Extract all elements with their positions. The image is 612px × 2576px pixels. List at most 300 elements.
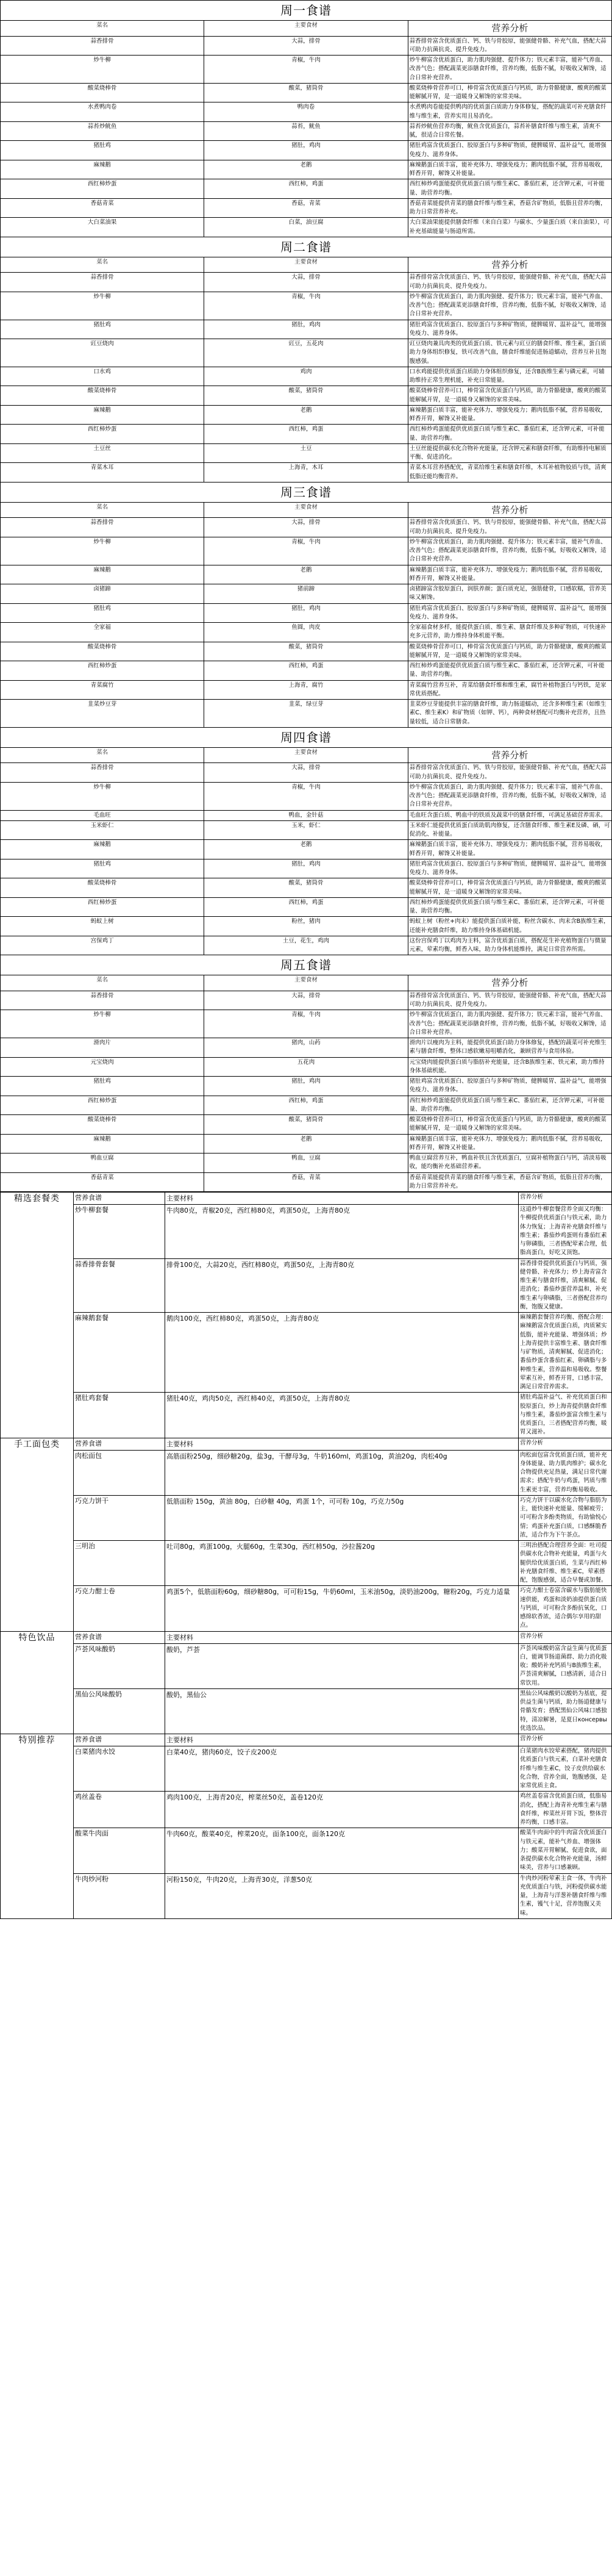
table-row xyxy=(1,1010,612,1038)
dish-name-cell: 蒜香排骨 xyxy=(1,518,204,537)
main-ingredients-cell: 老鹅 xyxy=(204,160,408,179)
dish-name-cell: 炒牛柳 xyxy=(1,56,204,84)
table-row xyxy=(1,1688,612,1734)
table-row xyxy=(1,141,612,160)
dish-name-cell: 酸菜烧棒骨 xyxy=(1,386,204,406)
main-ingredients-cell: 猪肚，鸡肉 xyxy=(204,859,408,878)
table-row xyxy=(1,661,612,681)
recipe-name-cell: 黑仙公风味酸奶 xyxy=(74,1688,165,1734)
dish-name-cell: 炒牛柳 xyxy=(1,292,204,320)
dish-name-cell: 麻辣鹅 xyxy=(1,840,204,859)
header-main-ingredients: 主要食材 xyxy=(204,975,408,991)
header-nutrition-analysis: 营养分析 xyxy=(408,21,611,37)
main-ingredients-cell: 鱼圆，肉皮 xyxy=(204,623,408,642)
main-ingredients-cell: 大蒜，排骨 xyxy=(204,991,408,1010)
dish-name-cell: 麻辣鹅 xyxy=(1,405,204,425)
header-nutrition-analysis: 营养分析 xyxy=(408,257,611,273)
nutrition-analysis-cell: 土豆丝能提供碳水化合物补充能量，还含钾元素和膳食纤维，有助维持电解质平衡、促进消化。 xyxy=(408,443,611,463)
table-row xyxy=(1,1153,612,1173)
main-ingredients-cell: 土豆，花生，鸡肉 xyxy=(204,936,408,955)
nutrition-analysis-cell: 毛血旺含蛋白质、鸭血中的铁质及蔬菜中的膳食纤维，可满足基础营养需求。 xyxy=(408,810,611,820)
main-ingredients-cell: 酸菜，猪筒骨 xyxy=(204,642,408,661)
dish-name-cell: 西红柿炒蛋 xyxy=(1,661,204,681)
nutrition-analysis-cell: 蒜苔炒鱿鱼营养均衡，鱿鱼含优质蛋白，蒜苔补膳食纤维与维生素，清爽不腻，很适合日常佐餐。 xyxy=(408,121,611,141)
dish-name-cell: 西红柿炒蛋 xyxy=(1,425,204,444)
materials-cell: 猪肚40克，鸡肉50克，西红柿40克，鸡蛋50克，上海青80克 xyxy=(165,1393,519,1438)
table-row xyxy=(1,1115,612,1135)
materials-cell: 河粉150克，牛肉20克，上海青30克，洋葱50克 xyxy=(165,1873,519,1918)
nutrition-analysis-cell: 麻辣鹅蛋白质丰富，能补充体力、增强免疫力；鹅肉低脂不腻，营养易吸收，鲜香开胃，解馋又补能量。 xyxy=(408,405,611,425)
nutrition-analysis-cell: 肉松面包富含优质蛋白质，能补充身体能量、助力肌肉维护；碳水化合物提供充足热量，满足日常代谢需求；搭配牛奶与鸡蛋，钙质与维生素更丰富，营养均衡易吸收。 xyxy=(519,1450,612,1495)
dish-name-cell: 炒牛柳 xyxy=(1,537,204,565)
recipe-name-cell: 巧克力酣士卷 xyxy=(74,1586,165,1631)
dish-name-cell: 香菇青菜 xyxy=(1,198,204,218)
materials-cell: 吐司80g，鸡蛋100g，火腿60g，生菜30g，西红柿50g，沙拉酱20g xyxy=(165,1541,519,1586)
table-row xyxy=(1,1450,612,1495)
section-label-bread: 手工面包类 xyxy=(1,1438,74,1631)
table-row xyxy=(1,405,612,425)
table-row xyxy=(1,1393,612,1438)
dish-name-cell: 猪肚鸡 xyxy=(1,603,204,623)
table-row xyxy=(1,1746,612,1792)
day-title: 周三食谱 xyxy=(1,482,612,502)
nutrition-analysis-cell: 芦荟风味酸奶富含益生菌与优质蛋白，能调节肠道菌群、助力消化吸收；酸奶补充钙质与B族维生素，芦荟清爽解腻，口感清新，适合日常饮用。 xyxy=(519,1643,612,1688)
main-ingredients-cell: 韭菜，绿豆芽 xyxy=(204,700,408,728)
table-row xyxy=(1,897,612,917)
table-row xyxy=(1,840,612,859)
column-header-row xyxy=(1,21,612,37)
main-ingredients-cell: 豇豆，五花肉 xyxy=(204,339,408,367)
section-header-row xyxy=(1,1193,612,1205)
main-ingredients-cell: 西红柿，鸡蛋 xyxy=(204,425,408,444)
header-main-materials: 主要材料 xyxy=(165,1193,519,1205)
section-label-drink: 特色饮品 xyxy=(1,1631,74,1734)
table-row xyxy=(1,425,612,444)
main-ingredients-cell: 酸菜，猪筒骨 xyxy=(204,878,408,898)
materials-cell: 牛肉80克，青椒20克，西红柿80克，鸡蛋50克，上海青80克 xyxy=(165,1205,519,1259)
main-ingredients-cell: 玉米，虾仁 xyxy=(204,820,408,840)
recipe-name-cell: 芦荟风味酸奶 xyxy=(74,1643,165,1688)
materials-cell: 鸡蛋5个，低筋面粉60g，细砂糖80g，可可粉15g，牛奶60ml，玉米油50g，淡奶油200g，糖粉20g，巧克力适量 xyxy=(165,1586,519,1631)
nutrition-analysis-cell: 香菇青菜能提供青菜的膳食纤维与维生素，香菇含矿物质，低脂且营养均衡，助力日常营养补充。 xyxy=(408,198,611,218)
day-title-row xyxy=(1,237,612,257)
nutrition-analysis-cell: 蒜香排骨提供优质蛋白与钙质，强健骨骼、补充体力；炒上海青富含维生素与膳食纤维，清爽解腻、促进消化；番茄炒蛋营养温和，补充维生素与卵磷脂，三者搭配营养均衡，饱腹又健康。 xyxy=(519,1258,612,1313)
table-row xyxy=(1,339,612,367)
nutrition-analysis-cell: 炒牛柳富含优质蛋白，助力肌肉强健、提升体力；铁元素丰富，能补气养血、改善气色；搭配蔬菜更添膳食纤维，营养均衡，低脂不腻，好吸收又解馋，适合日常补充营养。 xyxy=(408,56,611,84)
nutrition-analysis-cell: 韭菜炒豆芽能提供丰富的膳食纤维，助力肠道蠕动，还含多种维生素（如维生素C、维生素K）和矿物质（如钾、钙），两种食材搭配可均衡补充营养，且热量较低，适合日常膳食。 xyxy=(408,700,611,728)
main-ingredients-cell: 鸭血，金针菇 xyxy=(204,810,408,820)
dish-name-cell: 猪肚鸡 xyxy=(1,859,204,878)
nutrition-analysis-cell: 巧克力酣士卷富含碳水与脂肪能快速供能，鸡蛋和淡奶油提供蛋白质与钙质，可可粉含多酚抗氧化，口感绵软香浓，适合偶尔享用的甜点。 xyxy=(519,1586,612,1631)
nutrition-analysis-cell: 麻辣鹅蛋白质丰富，能补充体力、增强免疫力；鹅肉低脂不腻，营养易吸收，鲜香开胃，解馋又补能量。 xyxy=(408,160,611,179)
table-row xyxy=(1,320,612,339)
header-main-materials: 主要材料 xyxy=(165,1734,519,1746)
table-row xyxy=(1,1643,612,1688)
dish-name-cell: 鸭血豆腐 xyxy=(1,1153,204,1173)
column-header-row xyxy=(1,975,612,991)
table-row xyxy=(1,1057,612,1077)
dish-name-cell: 西红柿炒蛋 xyxy=(1,897,204,917)
dish-name-cell: 大白菜油果 xyxy=(1,218,204,237)
header-nutrition-recipe: 营养食谱 xyxy=(74,1734,165,1746)
table-row xyxy=(1,179,612,199)
table-row xyxy=(1,1172,612,1192)
nutrition-analysis-cell: 麻辣鹅套餐营养均衡、搭配合理：麻辣鹅富含优质蛋白质，肉质紧实低脂，能补充能量、增强体质；炒上海青提供丰富维生素、膳食纤维与矿物质，清爽解腻、促进消化；番茄炒蛋含番茄红素、卵磷脂与多种维生素，营养温和易吸收。整餐荤素互补，鲜香开胃，口感丰富，满足日常营养需求。 xyxy=(519,1313,612,1393)
table-row xyxy=(1,1096,612,1115)
table-row xyxy=(1,1541,612,1586)
nutrition-analysis-cell: 西红柿炒鸡蛋能提供优质蛋白质与维生素C、番茄红素，还含钾元素，可补能量、助营养均衡。 xyxy=(408,425,611,444)
recipe-name-cell: 巧克力饼干 xyxy=(74,1495,165,1540)
nutrition-analysis-cell: 巧克力饼干以碳水化合物与脂肪为主，能快速补充能量、缓解疲劳；可可粉含多酚类物质，有助愉悦心情；鸡蛋补充蛋白质，口感酥脆香浓，适合作为下午茶点。 xyxy=(519,1495,612,1540)
header-main-ingredients: 主要食材 xyxy=(204,257,408,273)
header-dish-name: 菜名 xyxy=(1,747,204,763)
main-ingredients-cell: 老鹅 xyxy=(204,840,408,859)
nutrition-analysis-cell: 元宝烧肉能提供蛋白质与脂肪补充能量，还含B族维生素、铁元素，助力维持身体基础机能。 xyxy=(408,1057,611,1077)
main-ingredients-cell: 青椒，牛肉 xyxy=(204,782,408,810)
nutrition-analysis-cell: 麻辣鹅蛋白质丰富，能补充体力、增强免疫力；鹅肉低脂不腻，营养易吸收，鲜香开胃，解馋又补能量。 xyxy=(408,840,611,859)
table-row xyxy=(1,1077,612,1096)
nutrition-analysis-cell: 猪肚鸡富含优质蛋白、胶原蛋白与多种矿物质，健脾暖胃、温补益气，能增强免疫力、滋养身体。 xyxy=(408,320,611,339)
nutrition-analysis-cell: 这份宫保鸡丁以鸡肉为主料，富含优质蛋白质，搭配花生补充植物蛋白与微量元素，荤素均衡，鲜香入味，助力身体机能维持，满足日常营养所需。 xyxy=(408,936,611,955)
dish-name-cell: 香菇青菜 xyxy=(1,1172,204,1192)
dish-name-cell: 滑肉片 xyxy=(1,1038,204,1058)
nutrition-analysis-cell: 水煮鸭肉卷能提供鸭肉的优质蛋白质助力身体修复，搭配的蔬菜可补充膳食纤维与维生素，营养实用且易消化。 xyxy=(408,102,611,122)
nutrition-analysis-cell: 猪肚鸡富含优质蛋白、胶原蛋白与多种矿物质，健脾暖胃、温补益气，能增强免疫力、滋养身体。 xyxy=(408,1077,611,1096)
nutrition-analysis-cell: 蒜香排骨富含优质蛋白、钙、铁与骨胶原，能强健骨骼、补充气血，搭配大蒜可助力抗菌抗炎、提升免疫力。 xyxy=(408,518,611,537)
nutrition-analysis-cell: 炒牛柳富含优质蛋白，助力肌肉强健、提升体力；铁元素丰富，能补气养血、改善气色；搭配蔬菜更添膳食纤维，营养均衡，低脂不腻，好吸收又解馋，适合日常补充营养。 xyxy=(408,292,611,320)
dish-name-cell: 全家福 xyxy=(1,623,204,642)
table-row xyxy=(1,463,612,483)
materials-cell: 白菜40克，猪肉60克，饺子皮200克 xyxy=(165,1746,519,1792)
materials-cell: 酸奶，芦荟 xyxy=(165,1643,519,1688)
materials-cell: 低筋面粉 150g，黄油 80g，白砂糖 40g，鸡蛋 1个，可可粉 10g，巧克力50g xyxy=(165,1495,519,1540)
table-row xyxy=(1,565,612,584)
nutrition-analysis-cell: 麻辣鹅蛋白质丰富，能补充体力、增强免疫力；鹅肉低脂不腻，营养易吸收，鲜香开胃，解馋又补能量。 xyxy=(408,1134,611,1153)
table-row xyxy=(1,763,612,783)
main-ingredients-cell: 酸菜，猪筒骨 xyxy=(204,1115,408,1135)
day-title: 周五食谱 xyxy=(1,955,612,975)
day-title-row xyxy=(1,955,612,975)
dish-name-cell: 玉米虾仁 xyxy=(1,820,204,840)
nutrition-analysis-cell: 鸡丝盖卷富含优质蛋白质，低脂易消化，搭配上海青补充维生素与膳食纤维，榨菜丝开胃下饭，整体营养均衡，口感丰富。 xyxy=(519,1792,612,1828)
column-header-row xyxy=(1,502,612,518)
dish-name-cell: 韭菜炒豆芽 xyxy=(1,700,204,728)
header-nutrition-analysis: 营养分析 xyxy=(408,747,611,763)
dish-name-cell: 水煮鸭肉卷 xyxy=(1,102,204,122)
main-ingredients-cell: 五花肉 xyxy=(204,1057,408,1077)
dish-name-cell: 猪肚鸡 xyxy=(1,141,204,160)
table-row xyxy=(1,680,612,700)
dish-name-cell: 豇豆烧肉 xyxy=(1,339,204,367)
table-row xyxy=(1,1205,612,1259)
section-label-combo: 精选套餐类 xyxy=(1,1193,74,1438)
header-nutrition-analysis: 营养分析 xyxy=(519,1193,612,1205)
header-main-ingredients: 主要食材 xyxy=(204,21,408,37)
nutrition-analysis-cell: 青菜腐竹营养互补，青菜给膳食纤维和维生素，腐竹补植物蛋白与钙铁，是家常优质搭配。 xyxy=(408,680,611,700)
table-row xyxy=(1,36,612,56)
materials-cell: 鸡肉100克，上海青20克，榨菜丝50克，盖卷120克 xyxy=(165,1792,519,1828)
dish-name-cell: 蒜苔炒鱿鱼 xyxy=(1,121,204,141)
table-row xyxy=(1,443,612,463)
header-main-materials: 主要材料 xyxy=(165,1438,519,1450)
main-ingredients-cell: 鸡肉 xyxy=(204,367,408,386)
materials-cell: 高筋面粉250g，细砂糖20g，盐3g，干酵母3g，牛奶160ml，鸡蛋10g，黄油20g，肉松40g xyxy=(165,1450,519,1495)
main-ingredients-cell: 猪肚，鸡肉 xyxy=(204,1077,408,1096)
day-title-row xyxy=(1,482,612,502)
nutrition-analysis-cell: 卤猪蹄富含胶原蛋白，润肤养颜；蛋白质充足，强筋健骨，口感软糯，营养美味又解馋。 xyxy=(408,584,611,604)
main-ingredients-cell: 大蒜，排骨 xyxy=(204,36,408,56)
recipe-name-cell: 炒牛柳套餐 xyxy=(74,1205,165,1259)
section-header-row xyxy=(1,1631,612,1643)
nutrition-analysis-cell: 猪肚鸡温补益气、补充优质蛋白和胶原蛋白，炒上海青提供膳食纤维与维生素，番茄炒蛋富含维生素与优质蛋白，三者搭配营养均衡，暖胃又滋补。 xyxy=(519,1393,612,1438)
nutrition-analysis-cell: 酸菜烧棒骨营养可口，棒骨富含优质蛋白与钙质，助力骨骼健康，酸爽的酸菜能解腻开胃，是一道暖身又解馋的家常美味。 xyxy=(408,1115,611,1135)
table-row xyxy=(1,218,612,237)
table-row xyxy=(1,700,612,728)
table-row xyxy=(1,1134,612,1153)
table-row xyxy=(1,102,612,122)
table-row xyxy=(1,1792,612,1828)
table-row xyxy=(1,623,612,642)
dish-name-cell: 麻辣鹅 xyxy=(1,1134,204,1153)
recipe-name-cell: 三明治 xyxy=(74,1541,165,1586)
table-row xyxy=(1,878,612,898)
recipe-name-cell: 猪肚鸡套餐 xyxy=(74,1393,165,1438)
day-menu-table xyxy=(0,0,612,1192)
dish-name-cell: 酸菜烧棒骨 xyxy=(1,1115,204,1135)
dish-name-cell: 炒牛柳 xyxy=(1,782,204,810)
main-ingredients-cell: 猪肚，鸡肉 xyxy=(204,320,408,339)
main-ingredients-cell: 西红柿，鸡蛋 xyxy=(204,897,408,917)
main-ingredients-cell: 上海青，木耳 xyxy=(204,463,408,483)
recipe-name-cell: 酸菜牛肉面 xyxy=(74,1828,165,1873)
main-ingredients-cell: 老鹅 xyxy=(204,405,408,425)
table-row xyxy=(1,121,612,141)
table-row xyxy=(1,537,612,565)
nutrition-analysis-cell: 西红柿炒鸡蛋能提供优质蛋白质与维生素C、番茄红素，还含钾元素，可补能量、助营养均衡。 xyxy=(408,661,611,681)
table-row xyxy=(1,83,612,102)
dish-name-cell: 毛血旺 xyxy=(1,810,204,820)
day-title-row xyxy=(1,727,612,747)
dish-name-cell: 酸菜烧棒骨 xyxy=(1,878,204,898)
dish-name-cell: 蚂蚁上树 xyxy=(1,917,204,936)
nutrition-analysis-cell: 酸菜烧棒骨营养可口，棒骨富含优质蛋白与钙质，助力骨骼健康，酸爽的酸菜能解腻开胃，是一道暖身又解馋的家常美味。 xyxy=(408,642,611,661)
nutrition-analysis-cell: 炒牛柳富含优质蛋白，助力肌肉强健、提升体力；铁元素丰富，能补气养血、改善气色；搭配蔬菜更添膳食纤维，营养均衡，低脂不腻，好吸收又解馋，适合日常补充营养。 xyxy=(408,782,611,810)
nutrition-analysis-cell: 西红柿炒鸡蛋能提供优质蛋白质与维生素C、番茄红素，还含钾元素，可补能量、助营养均衡。 xyxy=(408,897,611,917)
main-ingredients-cell: 老鹅 xyxy=(204,1134,408,1153)
dish-name-cell: 麻辣鹅 xyxy=(1,160,204,179)
header-dish-name: 菜名 xyxy=(1,257,204,273)
nutrition-analysis-cell: 炒牛柳富含优质蛋白，助力肌肉强健、提升体力；铁元素丰富，能补气养血、改善气色；搭配蔬菜更添膳食纤维，营养均衡，低脂不腻，好吸收又解馋，适合日常补充营养。 xyxy=(408,1010,611,1038)
nutrition-analysis-cell: 豇豆烧肉兼具肉类的优质蛋白质、铁元素与豇豆的膳食纤维、维生素，蛋白质助力身体组织修复，铁可改善气血，膳食纤维能促进肠道蠕动，营养互补且饱腹感强。 xyxy=(408,339,611,367)
nutrition-analysis-cell: 猪肚鸡富含优质蛋白、胶原蛋白与多种矿物质，健脾暖胃、温补益气，能增强免疫力、滋养身体。 xyxy=(408,141,611,160)
dish-name-cell: 蒜香排骨 xyxy=(1,273,204,292)
column-header-row xyxy=(1,747,612,763)
table-row xyxy=(1,198,612,218)
nutrition-analysis-cell: 西红柿炒鸡蛋能提供优质蛋白质与维生素C、番茄红素，还含钾元素，可补能量、助营养均衡。 xyxy=(408,1096,611,1115)
header-main-materials: 主要材料 xyxy=(165,1631,519,1643)
nutrition-analysis-cell: 大白菜油果能提供膳食纤维（来自白菜）与碳水、少量蛋白质（来自油果），可补充基础能量与肠道所需。 xyxy=(408,218,611,237)
recipe-name-cell: 鸡丝盖卷 xyxy=(74,1792,165,1828)
table-row xyxy=(1,820,612,840)
main-ingredients-cell: 猪肚，鸡肉 xyxy=(204,141,408,160)
materials-cell: 排骨100克，大蒜20克，西红柿80克，鸡蛋50克，上海青80克 xyxy=(165,1258,519,1313)
nutrition-analysis-cell: 这道炒牛柳套餐营养全面又均衡：牛柳提供优质蛋白与铁元素，助力体力恢复；上海青补充膳食纤维与维生素；番茄炒鸡蛋则有番茄红素与卵磷脂，三者搭配荤素合理，低脂高蛋白，好吃又顶饱。 xyxy=(519,1205,612,1259)
section-header-row xyxy=(1,1438,612,1450)
table-row xyxy=(1,273,612,292)
nutrition-analysis-cell: 蒜香排骨富含优质蛋白、钙、铁与骨胶原，能强健骨骼、补充气血，搭配大蒜可助力抗菌抗炎、提升免疫力。 xyxy=(408,273,611,292)
table-row xyxy=(1,810,612,820)
header-main-ingredients: 主要食材 xyxy=(204,747,408,763)
day-title: 周一食谱 xyxy=(1,1,612,21)
main-ingredients-cell: 蒜苔，鱿鱼 xyxy=(204,121,408,141)
dish-name-cell: 元宝烧肉 xyxy=(1,1057,204,1077)
materials-cell: 鹅肉100克，西红柿80克，鸡蛋50克，上海青80克 xyxy=(165,1313,519,1393)
table-row xyxy=(1,292,612,320)
nutrition-analysis-cell: 蒜香排骨富含优质蛋白、钙、铁与骨胶原，能强健骨骼、补充气血，搭配大蒜可助力抗菌抗炎、提升免疫力。 xyxy=(408,763,611,783)
header-nutrition-recipe: 营养食谱 xyxy=(74,1631,165,1643)
nutrition-analysis-cell: 猪肚鸡富含优质蛋白、胶原蛋白与多种矿物质，健脾暖胃、温补益气，能增强免疫力、滋养身体。 xyxy=(408,603,611,623)
dish-name-cell: 蒜香排骨 xyxy=(1,763,204,783)
dish-name-cell: 猪肚鸡 xyxy=(1,1077,204,1096)
dish-name-cell: 西红柿炒蛋 xyxy=(1,179,204,199)
dish-name-cell: 青菜木耳 xyxy=(1,463,204,483)
main-ingredients-cell: 酸菜，猪筒骨 xyxy=(204,83,408,102)
main-ingredients-cell: 大蒜，排骨 xyxy=(204,518,408,537)
table-row xyxy=(1,1873,612,1918)
main-ingredients-cell: 猪肚，鸡肉 xyxy=(204,603,408,623)
nutrition-analysis-cell: 酸菜牛肉面中的牛肉富含优质蛋白与铁元素，能补气养血、增强体力；酸菜开胃解腻、促进食欲，面条提供碳水化合物补充能量，汤鲜味美，营养与口感兼顾。 xyxy=(519,1828,612,1873)
main-ingredients-cell: 青椒，牛肉 xyxy=(204,537,408,565)
materials-cell: 牛肉60克，酸菜40克，榨菜20克，面条100克，面条120克 xyxy=(165,1828,519,1873)
section-label-special: 特别推荐 xyxy=(1,1734,74,1919)
table-row xyxy=(1,782,612,810)
nutrition-analysis-cell: 炒牛柳富含优质蛋白，助力肌肉强健、提升体力；铁元素丰富，能补气养血、改善气色；搭配蔬菜更添膳食纤维，营养均衡，低脂不腻，好吸收又解馋，适合日常补充营养。 xyxy=(408,537,611,565)
dish-name-cell: 土豆丝 xyxy=(1,443,204,463)
header-main-ingredients: 主要食材 xyxy=(204,502,408,518)
dish-name-cell: 宫保鸡丁 xyxy=(1,936,204,955)
header-dish-name: 菜名 xyxy=(1,21,204,37)
recipe-name-cell: 肉松面包 xyxy=(74,1450,165,1495)
nutrition-analysis-cell: 黑仙公风味酸奶以酸奶为基底，提供益生菌与钙质，助力肠道健康与骨骼发育；搭配黑仙公风味口感独特，清凉解暑，是夏日консервы优选饮品。 xyxy=(519,1688,612,1734)
nutrition-analysis-cell: 滑肉片以瘦肉为主料，能提供优质蛋白助力身体修复，搭配的蔬菜可补充维生素与膳食纤维，整体口感软嫩易咀嚼消化，兼顾营养与食用体验。 xyxy=(408,1038,611,1058)
main-ingredients-cell: 大蒜，排骨 xyxy=(204,273,408,292)
table-row xyxy=(1,991,612,1010)
day-title: 周二食谱 xyxy=(1,237,612,257)
table-row xyxy=(1,56,612,84)
main-ingredients-cell: 鸭肉卷 xyxy=(204,102,408,122)
table-row xyxy=(1,386,612,406)
nutrition-analysis-cell: 三明治搭配合理营养全面：吐司提供碳水化合物补充能量，鸡蛋与火腿供给优质蛋白质，生菜与西红柿补充膳食纤维、维生素C，荤素搭配，饱腹感强，适合早餐或加餐。 xyxy=(519,1541,612,1586)
header-nutrition-analysis: 营养分析 xyxy=(519,1631,612,1643)
main-ingredients-cell: 大蒜，排骨 xyxy=(204,763,408,783)
nutrition-analysis-cell: 麻辣鹅蛋白质丰富，能补充体力、增强免疫力；鹅肉低脂不腻，营养易吸收，鲜香开胃，解馋又补能量。 xyxy=(408,565,611,584)
recipe-name-cell: 蒜香排骨套餐 xyxy=(74,1258,165,1313)
recipe-name-cell: 麻辣鹅套餐 xyxy=(74,1313,165,1393)
recipe-name-cell: 白菜猪肉水饺 xyxy=(74,1746,165,1792)
dish-name-cell: 酸菜烧棒骨 xyxy=(1,642,204,661)
column-header-row xyxy=(1,257,612,273)
materials-cell: 酸奶，黑仙公 xyxy=(165,1688,519,1734)
nutrition-analysis-cell: 猪肚鸡富含优质蛋白、胶原蛋白与多种矿物质，健脾暖胃、温补益气，能增强免疫力、滋养身体。 xyxy=(408,859,611,878)
nutrition-analysis-cell: 鸭血豆腐营养互补，鸭血补铁且含优质蛋白，豆腐补植物蛋白与钙，清淡易吸收，能均衡补充基础营养素。 xyxy=(408,1153,611,1173)
table-row xyxy=(1,1586,612,1631)
main-ingredients-cell: 猪前蹄 xyxy=(204,584,408,604)
nutrition-analysis-cell: 全家福食材多样，能提供蛋白质、维生素、膳食纤维及多种矿物质，可快速补充多元营养，助力维持身体机能平衡。 xyxy=(408,623,611,642)
table-row xyxy=(1,917,612,936)
header-dish-name: 菜名 xyxy=(1,975,204,991)
header-nutrition-recipe: 营养食谱 xyxy=(74,1193,165,1205)
section-header-row xyxy=(1,1734,612,1746)
table-row xyxy=(1,1258,612,1313)
nutrition-analysis-cell: 西红柿炒鸡蛋能提供优质蛋白质与维生素C、番茄红素，还含钾元素，可补能量、助营养均衡。 xyxy=(408,179,611,199)
table-row xyxy=(1,936,612,955)
main-ingredients-cell: 老鹅 xyxy=(204,565,408,584)
nutrition-analysis-cell: 牛肉炒河粉荤素主食一体，牛肉补充优质蛋白与铁，河粉提供碳水能量，上海青与洋葱补膳食纤维与维生素，镬气十足，营养饱腹又美味。 xyxy=(519,1873,612,1918)
nutrition-analysis-cell: 香菇青菜能提供青菜的膳食纤维与维生素，香菇含矿物质，低脂且营养均衡，助力日常营养补充。 xyxy=(408,1172,611,1192)
main-ingredients-cell: 酸菜，猪筒骨 xyxy=(204,386,408,406)
nutrition-analysis-cell: 蒜香排骨富含优质蛋白、钙、铁与骨胶原，能强健骨骼、补充气血，搭配大蒜可助力抗菌抗炎、提升免疫力。 xyxy=(408,991,611,1010)
nutrition-analysis-cell: 白菜猪肉水饺荤素搭配，猪肉提供优质蛋白与铁元素，白菜补充膳食纤维与维生素C，饺子皮供给碳水化合物，营养全面，饱腹感强，是家常优质主食。 xyxy=(519,1746,612,1792)
table-row xyxy=(1,584,612,604)
recipe-name-cell: 牛肉炒河粉 xyxy=(74,1873,165,1918)
main-ingredients-cell: 青椒，牛肉 xyxy=(204,1010,408,1038)
main-ingredients-cell: 上海青，腐竹 xyxy=(204,680,408,700)
nutrition-analysis-cell: 青菜木耳营养搭配优，青菜给维生素和膳食纤维，木耳补植物胶质与铁，清爽低脂还能均衡营养。 xyxy=(408,463,611,483)
nutrition-analysis-cell: 蒜香排骨富含优质蛋白、钙、铁与骨胶原，能强健骨骼、补充气血，搭配大蒜可助力抗菌抗炎、提升免疫力。 xyxy=(408,36,611,56)
table-row xyxy=(1,1038,612,1058)
main-ingredients-cell: 西红柿，鸡蛋 xyxy=(204,1096,408,1115)
main-ingredients-cell: 香菇，青菜 xyxy=(204,1172,408,1192)
table-row xyxy=(1,160,612,179)
dish-name-cell: 卤猪蹄 xyxy=(1,584,204,604)
main-ingredients-cell: 土豆 xyxy=(204,443,408,463)
nutrition-analysis-cell: 口水鸡能提供优质蛋白质助力身体组织修复，还含B族维生素与磷元素，可辅助维持正常生理机能，补充日常能量。 xyxy=(408,367,611,386)
nutrition-analysis-cell: 玉米虾仁能提供优质蛋白质助肌肉修复，还含膳食纤维、维生素E及磷、硒，可促消化、补能量。 xyxy=(408,820,611,840)
header-nutrition-recipe: 营养食谱 xyxy=(74,1438,165,1450)
table-row xyxy=(1,603,612,623)
table-row xyxy=(1,859,612,878)
header-nutrition-analysis: 营养分析 xyxy=(519,1734,612,1746)
dish-name-cell: 麻辣鹅 xyxy=(1,565,204,584)
nutrition-analysis-cell: 酸菜烧棒骨营养可口，棒骨富含优质蛋白与钙质，助力骨骼健康，酸爽的酸菜能解腻开胃，是一道暖身又解馋的家常美味。 xyxy=(408,83,611,102)
specialty-sections-table xyxy=(0,1192,612,1919)
day-title-row xyxy=(1,1,612,21)
table-row xyxy=(1,518,612,537)
dish-name-cell: 蒜香排骨 xyxy=(1,36,204,56)
dish-name-cell: 炒牛柳 xyxy=(1,1010,204,1038)
main-ingredients-cell: 青椒，牛肉 xyxy=(204,56,408,84)
main-ingredients-cell: 青椒，牛肉 xyxy=(204,292,408,320)
table-row xyxy=(1,1313,612,1393)
dish-name-cell: 猪肚鸡 xyxy=(1,320,204,339)
dish-name-cell: 酸菜烧棒骨 xyxy=(1,83,204,102)
nutrition-analysis-cell: 蚂蚁上树（粉丝+肉末）能提供蛋白质补能，粉丝含碳水、肉末含B族维生素，还能补充膳食纤维，助力维持身体基础机能。 xyxy=(408,917,611,936)
nutrition-analysis-cell: 酸菜烧棒骨营养可口，棒骨富含优质蛋白与钙质，助力骨骼健康，酸爽的酸菜能解腻开胃，是一道暖身又解馋的家常美味。 xyxy=(408,878,611,898)
dish-name-cell: 西红柿炒蛋 xyxy=(1,1096,204,1115)
main-ingredients-cell: 西红柿，鸡蛋 xyxy=(204,179,408,199)
header-nutrition-analysis: 营养分析 xyxy=(408,975,611,991)
header-dish-name: 菜名 xyxy=(1,502,204,518)
header-nutrition-analysis: 营养分析 xyxy=(519,1438,612,1450)
main-ingredients-cell: 鸭血，豆腐 xyxy=(204,1153,408,1173)
nutrition-analysis-cell: 酸菜烧棒骨营养可口，棒骨富含优质蛋白与钙质，助力骨骼健康，酸爽的酸菜能解腻开胃，是一道暖身又解馋的家常美味。 xyxy=(408,386,611,406)
main-ingredients-cell: 香菇，青菜 xyxy=(204,198,408,218)
table-row xyxy=(1,367,612,386)
table-row xyxy=(1,1828,612,1873)
main-ingredients-cell: 猪肉，山药 xyxy=(204,1038,408,1058)
main-ingredients-cell: 白菜，油豆腐 xyxy=(204,218,408,237)
table-row xyxy=(1,1495,612,1540)
